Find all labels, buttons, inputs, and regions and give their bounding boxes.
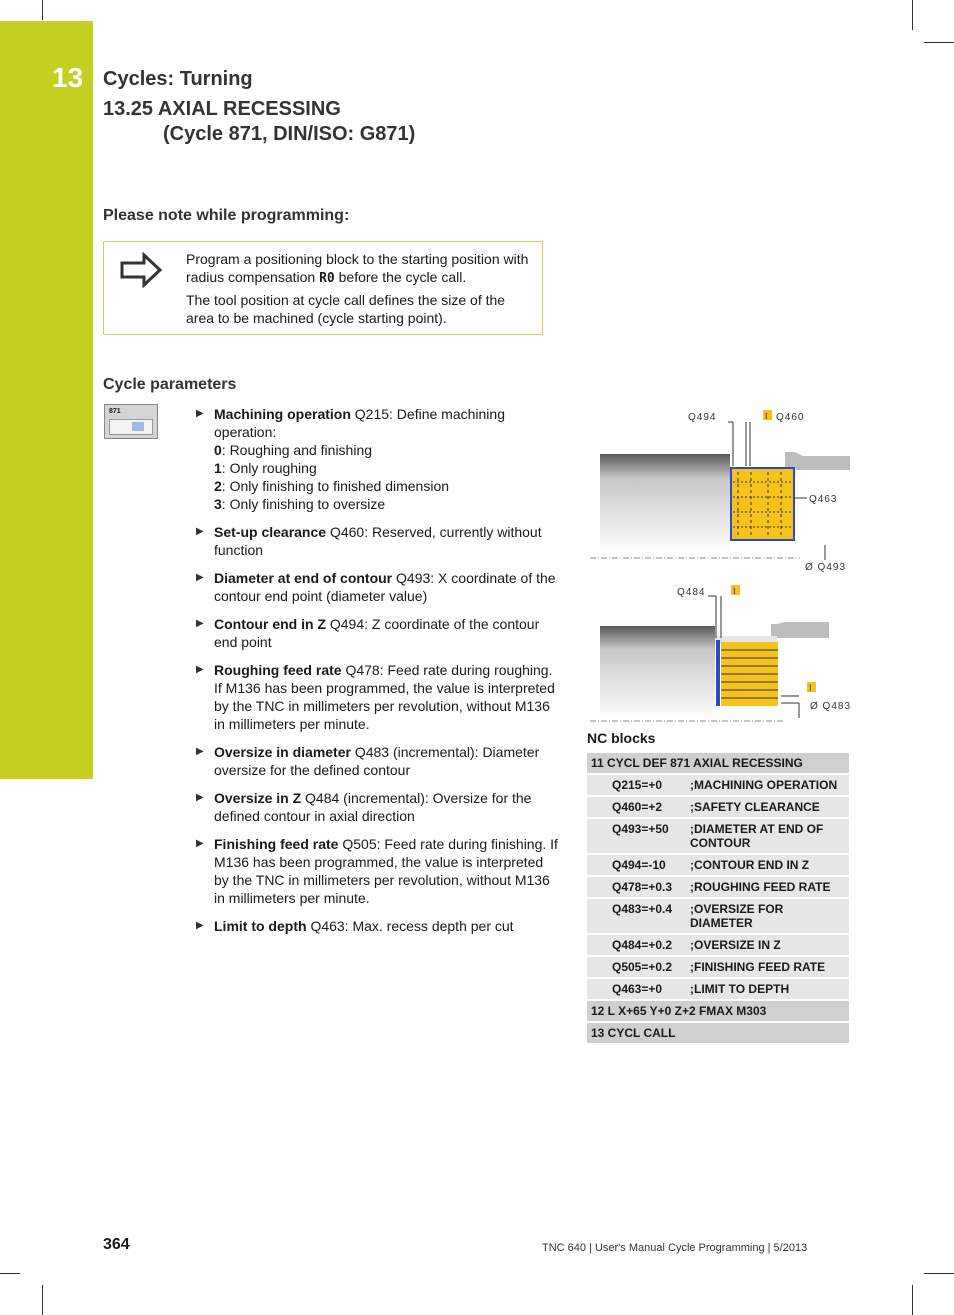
marker-i: I: [765, 411, 768, 421]
label-q493: Ø Q493: [805, 562, 847, 573]
section-title: 13.25 AXIAL RECESSING: [103, 98, 341, 120]
label-q484: Q484: [677, 587, 706, 598]
nc-blocks-table: [587, 753, 849, 1045]
cycle-params-heading: Cycle parameters: [103, 376, 237, 393]
page-number: 364: [103, 1236, 130, 1253]
nc-blocks-heading: NC blocks: [587, 730, 656, 746]
param-contour-end-z: ▶ Contour end in Z Q494: Z coordinate of the contour end point: [196, 616, 540, 650]
nc-row: Q478=+0.3 ;ROUGHING FEED RATE: [587, 876, 849, 898]
bullet-triangle-icon: ▶: [196, 792, 204, 803]
chapter-number: 13: [52, 62, 84, 93]
param-diameter-end: ▶ Diameter at end of contour Q493: X coordinate of the contour end point (diameter value): [196, 570, 556, 604]
bullet-triangle-icon: ▶: [196, 618, 204, 629]
bullet-triangle-icon: ▶: [196, 664, 204, 675]
crop-mark: [924, 1273, 954, 1274]
param-finishing-feed: ▶ Finishing feed rate Q505: Feed rate during finishing. If M136 has been programmed, the value is interpreted by the TNC in millimeters per revolution, without M136 in millimeters per minute.: [196, 836, 558, 906]
note-heading: Please note while programming:: [103, 207, 350, 224]
bullet-triangle-icon: ▶: [196, 746, 204, 757]
nc-row: Q494=-10 ;CONTOUR END IN Z: [587, 854, 849, 876]
section-subtitle: (Cycle 871, DIN/ISO: G871): [163, 123, 416, 145]
marker-i: I: [809, 683, 812, 693]
label-q494: Q494: [688, 412, 717, 423]
crop-mark: [924, 42, 954, 43]
label-q463: Q463: [809, 494, 838, 505]
cycle-871-softkey[interactable]: 871: [104, 404, 158, 439]
bullet-triangle-icon: ▶: [196, 408, 204, 419]
note-box: [103, 241, 543, 335]
marker-i: I: [733, 586, 736, 596]
diagram-bottom: [590, 585, 829, 721]
recessing-diagram: [585, 400, 855, 730]
parameter-list: [196, 405, 560, 945]
crop-mark: [42, 0, 43, 20]
bullet-triangle-icon: ▶: [196, 920, 204, 931]
nc-row: 11 CYCL DEF 871 AXIAL RECESSING: [587, 753, 849, 774]
bullet-triangle-icon: ▶: [196, 838, 204, 849]
crop-mark: [912, 1285, 913, 1315]
bullet-triangle-icon: ▶: [196, 572, 204, 583]
nc-row: Q484=+0.2 ;OVERSIZE IN Z: [587, 934, 849, 956]
nc-row: Q483=+0.4 ;OVERSIZE FOR DIAMETER: [587, 898, 849, 934]
param-setup-clearance: ▶ Set-up clearance Q460: Reserved, currently without function: [196, 524, 542, 558]
nc-row: Q463=+0 ;LIMIT TO DEPTH: [587, 978, 849, 1000]
crop-mark: [912, 0, 913, 30]
nc-row: 12 L X+65 Y+0 Z+2 FMAX M303: [587, 1000, 849, 1022]
nc-row: Q460=+2 ;SAFETY CLEARANCE: [587, 796, 849, 818]
arrow-right-icon: [120, 252, 164, 288]
chapter-tab: [0, 21, 93, 779]
label-q460: Q460: [776, 412, 805, 423]
param-oversize-diameter: ▶ Oversize in diameter Q483 (incremental): Diameter oversize for the defined contour: [196, 744, 540, 778]
label-q483: Ø Q483: [810, 701, 852, 712]
nc-row: 13 CYCL CALL: [587, 1022, 849, 1044]
crop-mark: [42, 1285, 43, 1315]
chapter-title: Cycles: Turning: [103, 68, 253, 90]
bullet-triangle-icon: ▶: [196, 526, 204, 537]
diagram-top: [590, 410, 850, 560]
param-limit-depth: ▶ Limit to depth Q463: Max. recess depth per cut: [196, 918, 514, 934]
param-roughing-feed: ▶ Roughing feed rate Q478: Feed rate during roughing. If M136 has been programmed, the value is interpreted by the TNC in millimeters per revolution, without M136 in millimeters per minute.: [196, 662, 555, 732]
footer-text: TNC 640 | User's Manual Cycle Programming | 5/2013: [542, 1242, 808, 1254]
note-text: Program a positioning block to the starting position with radius compensation R0 before the cycle call. The tool position at cycle call defines the size of the area to be machined (cycle starting point).: [186, 251, 529, 326]
param-machining-operation: ▶ Machining operation Q215: Define machining operation: 0: Roughing and finishing 1: Only roughing 2: Only finishing to finished dimension 3: Only finishing to oversize: [196, 406, 505, 512]
crop-mark: [0, 1273, 20, 1274]
nc-row: Q505=+0.2 ;FINISHING FEED RATE: [587, 956, 849, 978]
param-oversize-z: ▶ Oversize in Z Q484 (incremental): Oversize for the defined contour in axial direction: [196, 790, 532, 824]
nc-row: Q493=+50 ;DIAMETER AT END OF CONTOUR: [587, 818, 849, 854]
nc-row: Q215=+0 ;MACHINING OPERATION: [587, 774, 849, 796]
